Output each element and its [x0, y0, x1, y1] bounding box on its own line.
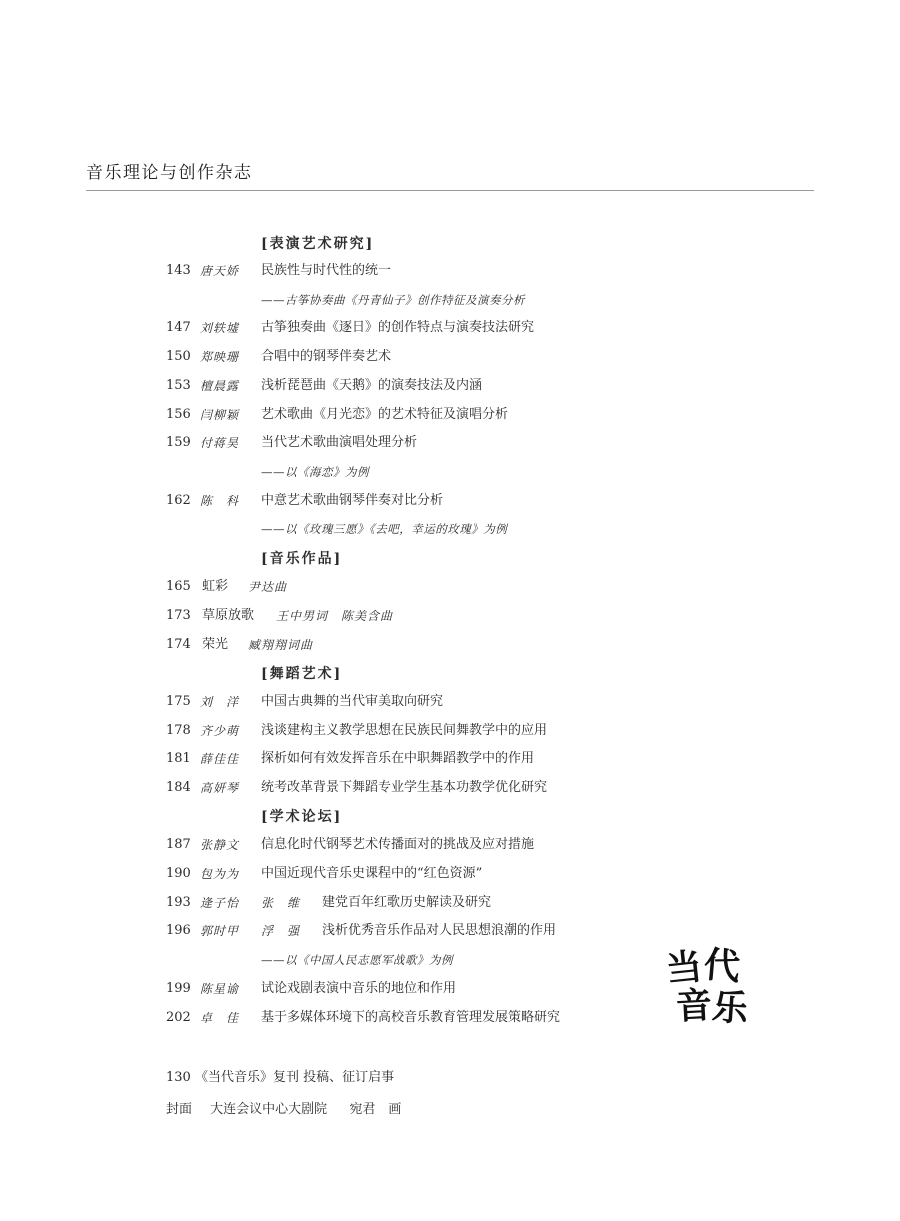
- toc-entry[interactable]: [0, 978, 900, 1000]
- article-title: 古筝独奏曲《逐日》的创作特点与演奏技法研究: [261, 320, 535, 335]
- page-number: 202: [166, 1010, 191, 1025]
- page-number: 175: [166, 694, 191, 709]
- work-credit: 王中男词 陈美含曲: [276, 609, 394, 623]
- section-heading: [舞蹈艺术]: [261, 666, 343, 682]
- journal-logo: [663, 943, 750, 1031]
- logo-char: 代: [702, 943, 742, 989]
- author: 郑映珊: [200, 350, 240, 364]
- work-credit: 臧翔翔词曲: [248, 638, 314, 652]
- section-heading: [表演艺术研究]: [261, 236, 375, 252]
- toc-entry[interactable]: [0, 317, 900, 339]
- toc-work[interactable]: [0, 576, 900, 598]
- page-number: 159: [166, 435, 191, 450]
- logo-char: 当: [663, 945, 705, 991]
- toc-entry[interactable]: [0, 375, 900, 397]
- page-number: 199: [166, 981, 191, 996]
- toc-subtitle: [0, 518, 900, 540]
- cover-credit: [166, 1098, 401, 1117]
- article-subtitle: ——以《海恋》为例: [261, 465, 369, 479]
- article-subtitle: ——以《中国人民志愿军战歌》为例: [261, 953, 453, 967]
- author: 陈 科: [200, 494, 240, 508]
- page-number: 162: [166, 493, 191, 508]
- author: 檀晨露: [200, 379, 240, 393]
- toc-subtitle: [0, 949, 900, 971]
- article-title: 统考改革背景下舞蹈专业学生基本功教学优化研究: [261, 780, 548, 795]
- article-title: 当代艺术歌曲演唱处理分析: [261, 435, 418, 450]
- article-title: 中国古典舞的当代审美取向研究: [261, 694, 444, 709]
- article-subtitle: ——古筝协奏曲《丹青仙子》创作特征及演奏分析: [261, 293, 525, 307]
- author: 逄子怡: [200, 896, 240, 910]
- toc-entry[interactable]: [0, 490, 900, 512]
- work-title: 草原放歌: [202, 608, 255, 623]
- article-title: 浅谈建构主义教学思想在民族民间舞教学中的应用: [261, 723, 548, 738]
- author: 闫柳颖: [200, 408, 240, 422]
- author: 郭时甲: [200, 924, 240, 938]
- cover-label: 封面: [166, 1102, 193, 1117]
- toc-entry[interactable]: [0, 260, 900, 282]
- journal-title: 音乐理论与创作杂志: [86, 163, 253, 183]
- article-title: 合唱中的钢琴伴奏艺术: [261, 349, 392, 364]
- page-number: 153: [166, 378, 191, 393]
- toc-entry[interactable]: [0, 834, 900, 856]
- page-number: 156: [166, 407, 191, 422]
- toc-entry[interactable]: [0, 404, 900, 426]
- section-heading-forum: [0, 806, 900, 828]
- article-title: 基于多媒体环境下的高校音乐教育管理发展策略研究: [261, 1010, 561, 1025]
- section-heading-works: [0, 548, 900, 570]
- author: 包为为: [200, 867, 240, 881]
- cover-title: 大连会议中心大剧院: [210, 1102, 328, 1117]
- section-heading-performance: [0, 233, 900, 255]
- article-title: 探析如何有效发挥音乐在中职舞蹈教学中的作用: [261, 751, 535, 766]
- author: 薛佳佳: [200, 752, 240, 766]
- article-title: 民族性与时代性的统一: [261, 263, 392, 278]
- page-number: 187: [166, 837, 191, 852]
- author: 唐天娇: [200, 264, 240, 278]
- work-title: 虹彩: [202, 579, 229, 594]
- author: 付蒋昊: [200, 436, 240, 450]
- article-title: 浅析优秀音乐作品对人民思想浪潮的作用: [322, 923, 557, 938]
- toc-entry[interactable]: [0, 863, 900, 885]
- article-title: 试论戏剧表演中音乐的地位和作用: [261, 981, 457, 996]
- page-number: 173: [166, 608, 191, 623]
- toc-entry[interactable]: [0, 720, 900, 742]
- cover-artist: 宛君 画: [349, 1102, 402, 1117]
- toc-entry[interactable]: [0, 748, 900, 770]
- work-credit: 尹达曲: [248, 580, 288, 594]
- page-number: 181: [166, 751, 191, 766]
- toc-work[interactable]: [0, 605, 900, 627]
- author: 齐少萌: [200, 724, 240, 738]
- toc-entry[interactable]: [0, 920, 900, 942]
- author: 张静文: [200, 838, 240, 852]
- article-title: 中意艺术歌曲钢琴伴奏对比分析: [261, 493, 444, 508]
- section-heading: [学术论坛]: [261, 809, 343, 825]
- article-subtitle: ——以《玫瑰三愿》《去吧，幸运的玫瑰》为例: [261, 522, 508, 536]
- page-number: 190: [166, 866, 191, 881]
- page-number: 184: [166, 780, 191, 795]
- page-number: 165: [166, 579, 191, 594]
- author: 刘 洋: [200, 695, 240, 709]
- submission-notice[interactable]: 130 《当代音乐》复刊 投稿、征订启事: [166, 1070, 395, 1085]
- logo-char: 音: [674, 984, 714, 1028]
- page-number: 150: [166, 349, 191, 364]
- section-heading: [音乐作品]: [261, 551, 343, 567]
- article-title: 中国近现代音乐史课程中的“红色资源”: [261, 866, 483, 881]
- toc-entry[interactable]: [0, 892, 900, 914]
- toc-subtitle: [0, 461, 900, 483]
- toc-entry[interactable]: [0, 777, 900, 799]
- page-number: 174: [166, 637, 191, 652]
- page-number: 178: [166, 723, 191, 738]
- author: 陈星谕: [200, 982, 240, 996]
- article-title: 信息化时代钢琴艺术传播面对的挑战及应对措施: [261, 837, 535, 852]
- logo-char: 乐: [710, 985, 750, 1031]
- work-title: 荣光: [202, 637, 229, 652]
- page-number: 143: [166, 263, 191, 278]
- toc-entry[interactable]: [0, 691, 900, 713]
- article-title: 建党百年红歌历史解读及研究: [322, 895, 492, 910]
- toc-entry[interactable]: [0, 432, 900, 454]
- toc-entry[interactable]: [0, 1007, 900, 1029]
- article-title: 浅析琵琶曲《天鹅》的演奏技法及内涵: [261, 378, 483, 393]
- coauthor: 张 维: [261, 896, 301, 910]
- toc-subtitle: [0, 289, 900, 311]
- page-number: 196: [166, 923, 191, 938]
- toc-entry[interactable]: [0, 346, 900, 368]
- coauthor: 浮 强: [261, 924, 301, 938]
- page-number: 193: [166, 895, 191, 910]
- toc-work[interactable]: [0, 634, 900, 656]
- author: 刘轶墟: [200, 321, 240, 335]
- article-title: 艺术歌曲《月光恋》的艺术特征及演唱分析: [261, 407, 509, 422]
- page-number: 147: [166, 320, 191, 335]
- author: 高妍琴: [200, 781, 240, 795]
- author: 卓 佳: [200, 1011, 240, 1025]
- section-heading-dance: [0, 663, 900, 685]
